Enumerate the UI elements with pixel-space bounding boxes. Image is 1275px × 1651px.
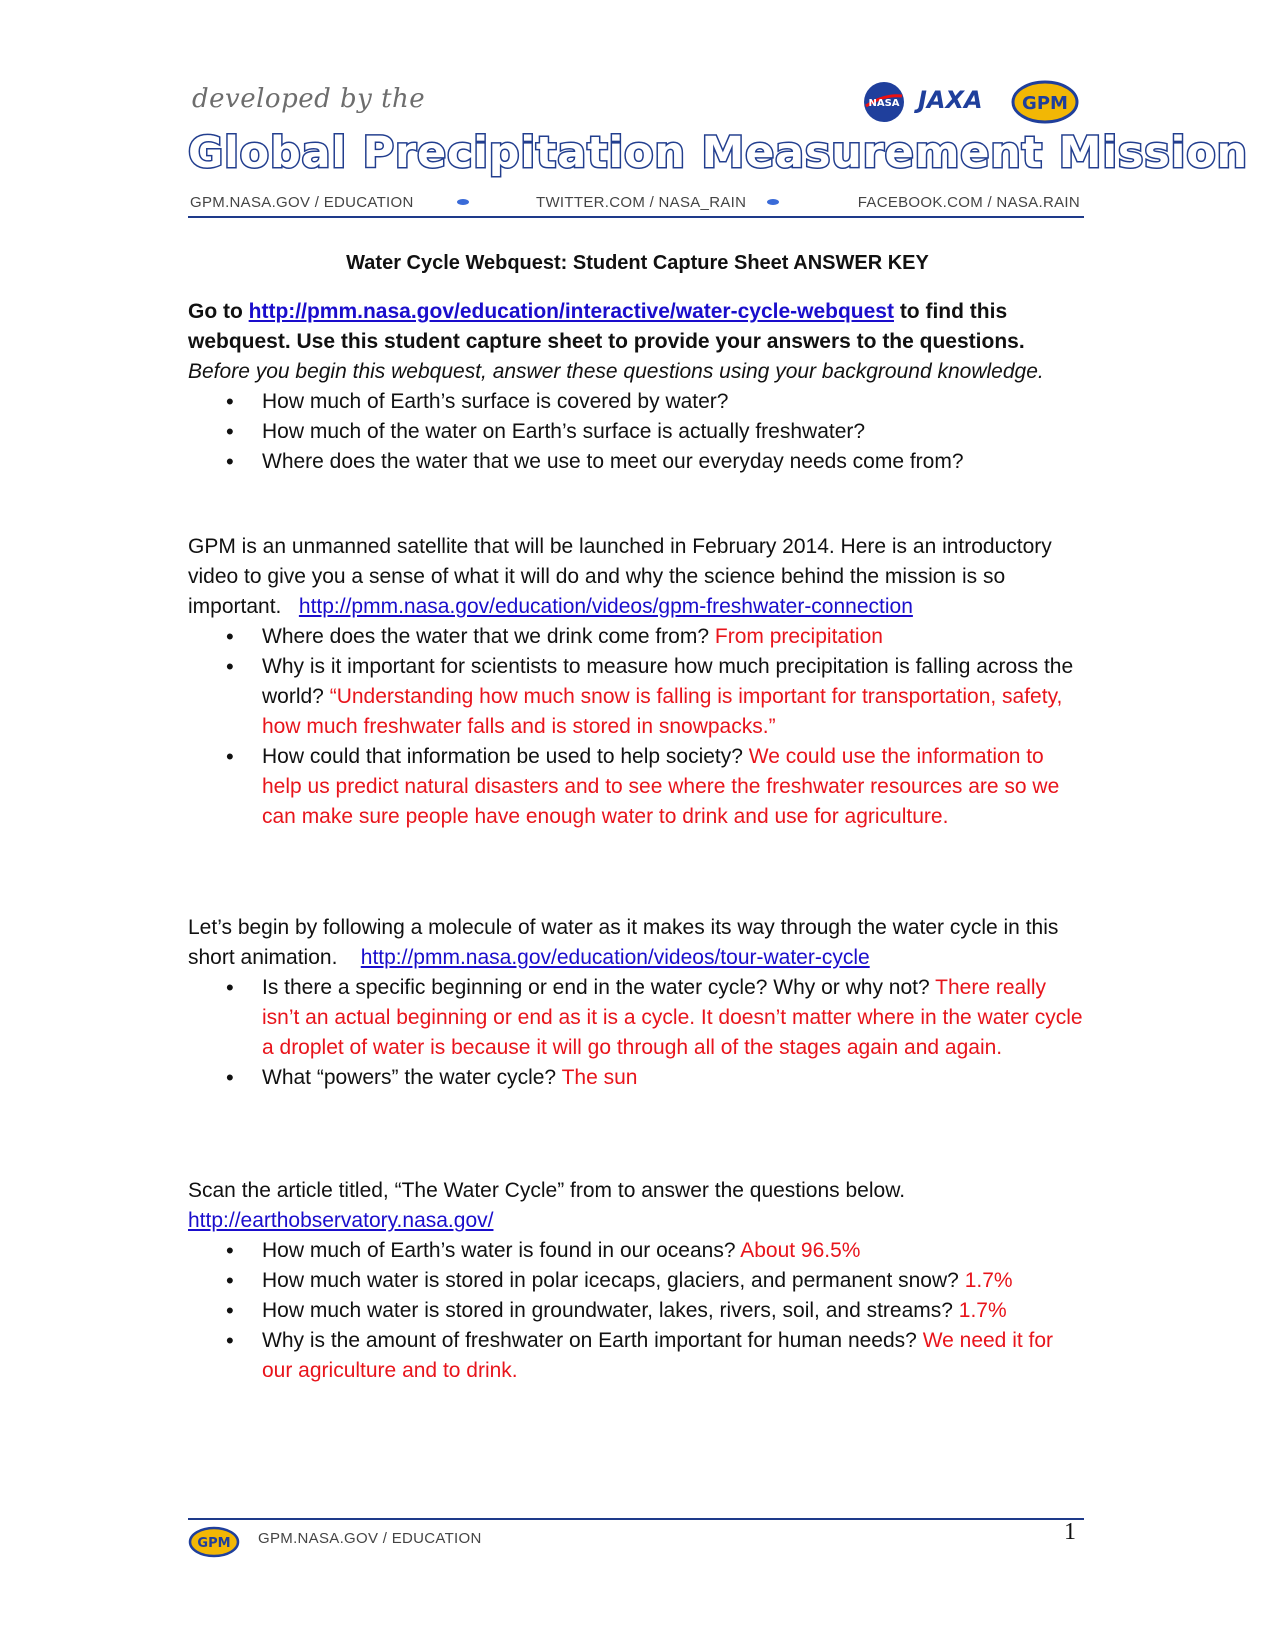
- answer-text: The sun: [561, 1066, 638, 1089]
- video2-question-list: [188, 973, 1088, 1093]
- intro-section: [188, 297, 1088, 477]
- answer-text: We need it for our agriculture and to drink.: [262, 1329, 1054, 1382]
- answer-text: There really isn’t an actual beginning or end as it is a cycle. It doesn’t matter where in the water cycle a droplet of water is because it will go through all of the stages again and again.: [262, 976, 1083, 1059]
- answer-text: “Understanding how much snow is falling is important for transportation, safety, how much freshwater falls and is stored in snowpacks.”: [262, 685, 1063, 738]
- gpm-logo-icon: [1013, 82, 1077, 122]
- header-link-facebook[interactable]: FACEBOOK.COM / NASA.RAIN: [857, 194, 1080, 211]
- video1-text: GPM is an unmanned satellite that will be launched in February 2014. Here is an introductory video to give you a sense of what it will do and why the science behind the mission is so important.: [188, 535, 1052, 618]
- intro-after-link-text: to find this webquest. Use this student capture sheet to provide your answers to the questions.: [188, 300, 1025, 353]
- gpm-footer-logo-icon: [188, 1525, 240, 1559]
- list-item: • How much of Earth’s surface is covered by water?: [188, 387, 1088, 417]
- list-item: [188, 973, 1088, 1063]
- video2-section: [188, 913, 1088, 1093]
- svg-text:NASA: NASA: [868, 98, 900, 109]
- page-number: 1: [1064, 1519, 1076, 1545]
- answer-text: 1.7%: [964, 1269, 1013, 1292]
- intro-question-list: [188, 387, 1088, 477]
- header-link-twitter[interactable]: TWITTER.COM / NASA_RAIN: [536, 194, 747, 211]
- question-text: Why is the amount of freshwater on Earth important for human needs?: [262, 1329, 917, 1352]
- svg-text:JAXA: JAXA: [918, 86, 983, 114]
- droplet-icon: [456, 198, 470, 206]
- question-text: Where does the water that we drink come from?: [262, 625, 710, 648]
- answer-text: We could use the information to help us predict natural disasters and to see where the freshwater resources are so we can make sure people have enough water to drink and use for agriculture.: [262, 745, 1060, 828]
- list-item: [188, 1063, 1088, 1093]
- intro-instructions: [188, 297, 1088, 357]
- webquest-link[interactable]: http://pmm.nasa.gov/education/interactive/water-cycle-webquest: [248, 300, 894, 323]
- footer-rule: [188, 1518, 1084, 1520]
- list-item: • How much of the water on Earth’s surface is actually freshwater?: [188, 417, 1088, 447]
- jaxa-logo-icon: [914, 86, 983, 114]
- video1-paragraph: [188, 532, 1088, 622]
- video2-paragraph: [188, 913, 1088, 973]
- header-link-education[interactable]: GPM.NASA.GOV / EDUCATION: [190, 194, 414, 211]
- partner-logos: [862, 76, 1082, 128]
- list-item: [188, 742, 1088, 832]
- article-text: Scan the article titled, “The Water Cycle” from to answer the questions below.: [188, 1179, 906, 1202]
- list-item: [188, 1266, 1088, 1296]
- droplet-icon: [766, 198, 780, 206]
- question-text: How much water is stored in polar icecaps, glaciers, and permanent snow?: [262, 1269, 959, 1292]
- list-item: [188, 1236, 1088, 1266]
- intro-go-to-text: Go to: [188, 300, 249, 323]
- question-text: How much of Earth’s water is found in our oceans?: [262, 1239, 736, 1262]
- document-title: Water Cycle Webquest: Student Capture Sheet ANSWER KEY: [346, 252, 929, 274]
- answer-text: About 96.5%: [740, 1239, 861, 1262]
- footer-link-education[interactable]: GPM.NASA.GOV / EDUCATION: [258, 1530, 482, 1547]
- list-item: [188, 1326, 1088, 1386]
- video1-question-list: [188, 622, 1088, 832]
- list-item: [188, 1296, 1088, 1326]
- question-text: Is there a specific beginning or end in the water cycle? Why or why not?: [262, 976, 930, 999]
- mission-title: Global Precipitation Measurement Mission: [188, 128, 1248, 178]
- intro-italic-note: Before you begin this webquest, answer these questions using your background knowledge.: [188, 360, 1044, 383]
- article-link[interactable]: http://earthobservatory.nasa.gov/: [188, 1209, 494, 1232]
- video2-link[interactable]: http://pmm.nasa.gov/education/videos/tour-water-cycle: [360, 946, 870, 969]
- nasa-logo-icon: [864, 82, 904, 122]
- list-item: • Where does the water that we use to meet our everyday needs come from?: [188, 447, 1088, 477]
- header-links-bar: [188, 192, 1084, 218]
- article-question-list: [188, 1236, 1088, 1386]
- video1-section: [188, 532, 1088, 832]
- video1-link[interactable]: http://pmm.nasa.gov/education/videos/gpm-freshwater-connection: [298, 595, 913, 618]
- question-text: What “powers” the water cycle?: [262, 1066, 557, 1089]
- video2-text: Let’s begin by following a molecule of water as it makes its way through the water cycle in this short animation.: [188, 916, 1059, 969]
- question-text: How much water is stored in groundwater, lakes, rivers, soil, and streams?: [262, 1299, 953, 1322]
- article-section: [188, 1176, 1088, 1386]
- svg-text:GPM: GPM: [197, 1536, 231, 1551]
- question-text: How could that information be used to help society?: [262, 745, 743, 768]
- developed-by-text: developed by the: [192, 84, 426, 114]
- list-item: [188, 652, 1088, 742]
- svg-text:GPM: GPM: [1022, 93, 1068, 114]
- answer-text: From precipitation: [714, 625, 883, 648]
- list-item: [188, 622, 1088, 652]
- question-text: Why is it important for scientists to measure how much precipitation is falling across the world?: [262, 655, 1074, 708]
- answer-text: 1.7%: [958, 1299, 1007, 1322]
